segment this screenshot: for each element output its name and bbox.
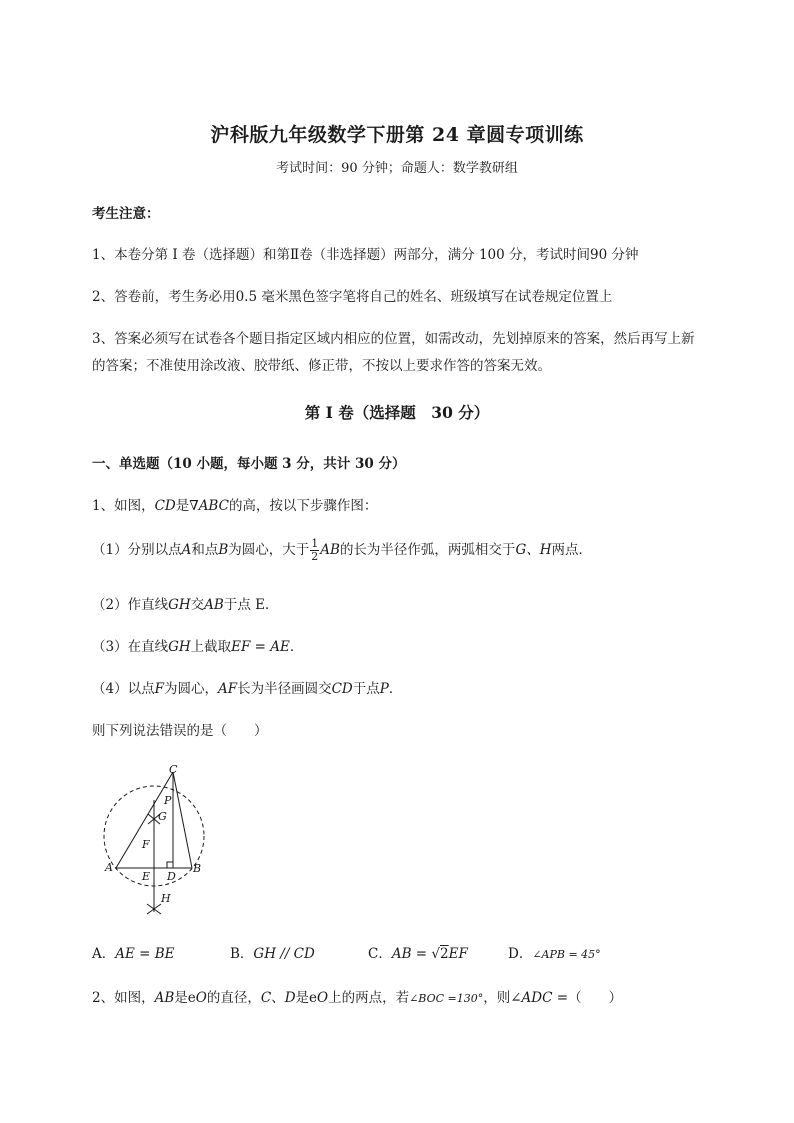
q2-stem: 2、如图，AB是eO的直径，C、D是eO上的两点，若∠BOC =130°，则∠ADC =（ ） xyxy=(92,990,623,1006)
page-subtitle: 考试时间：90 分钟；命题人：数学教研组 xyxy=(276,161,518,176)
option-c[interactable]: C．AB = √2EF xyxy=(368,946,468,962)
label-c: C xyxy=(169,763,178,776)
section-title: 第 I 卷（选择题 30 分） xyxy=(304,403,490,422)
label-p: P xyxy=(164,794,172,807)
sqrt-sign: √2 xyxy=(431,946,449,962)
fraction-half: $\frac{1}{2}$ xyxy=(311,537,319,563)
label-a: A xyxy=(105,861,113,874)
label-h: H xyxy=(161,892,171,905)
page-title: 沪科版九年级数学下册第 24 章圆专项训练 xyxy=(210,124,584,146)
q1-step4: （4）以点F为圆心，AF长为半径画圆交CD于点P． xyxy=(92,681,403,697)
notice-heading: 考生注意： xyxy=(92,206,160,222)
label-d: D xyxy=(167,870,176,883)
label-b: B xyxy=(193,862,202,875)
part-heading: 一、单选题（10 小题，每小题 3 分，共计 30 分） xyxy=(92,456,406,472)
q1-stem: 1、如图，CD是∇ABC的高，按以下步骤作图： xyxy=(92,498,378,514)
q1-question: 则下列说法错误的是（ ） xyxy=(92,723,268,739)
label-g: G xyxy=(158,810,167,823)
q1-step1: （1）分别以点A和点B为圆心，大于 $\frac{1}{2}$ AB的长为半径作弧，两弧相交于G、H两点． xyxy=(92,537,592,563)
notice-item-2: 2、答卷前，考生务必用0.5 毫米黑色签字笔将自己的姓名、班级填写在试卷规定位置上 xyxy=(92,289,613,305)
notice-item-3-cont: 的答案；不准使用涂改液、胶带纸、修正带，不按以上要求作答的答案无效。 xyxy=(92,358,551,374)
label-f: F xyxy=(142,838,150,851)
option-d[interactable]: D．∠APB = 45° xyxy=(508,946,601,962)
q1-step2: （2）作直线GH交AB于点 E． xyxy=(92,597,279,613)
option-b[interactable]: B．GH // CD xyxy=(230,946,315,962)
label-e: E xyxy=(142,870,151,883)
option-a[interactable]: A．AE = BE xyxy=(92,946,175,962)
notice-item-1: 1、本卷分第 I 卷（选择题）和第Ⅱ卷（非选择题）两部分，满分 100 分，考试时间90 分钟 xyxy=(92,247,639,263)
notice-item-3: 3、答案必须写在试卷各个题目指定区域内相应的位置，如需改动，先划掉原来的答案，然后再写上新 xyxy=(92,331,695,347)
right-angle-mark xyxy=(167,862,173,868)
q1-step3: （3）在直线GH上截取EF = AE． xyxy=(92,639,304,655)
geometry-figure xyxy=(96,760,216,920)
segment-bc xyxy=(173,772,192,868)
